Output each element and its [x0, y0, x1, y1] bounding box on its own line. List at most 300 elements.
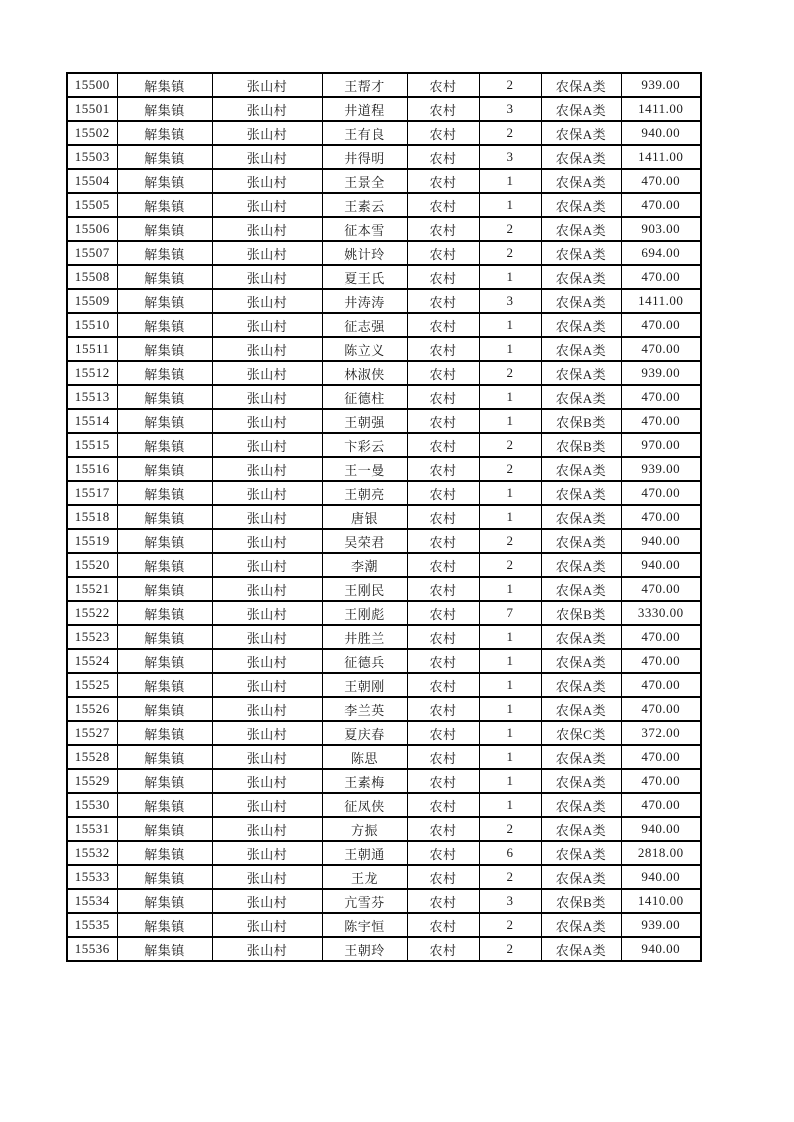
cell-category: 农保A类 [541, 313, 621, 337]
table-row [67, 217, 701, 241]
cell-residence: 农村 [407, 721, 479, 745]
cell-residence: 农村 [407, 121, 479, 145]
cell-amount: 470.00 [621, 745, 701, 769]
cell-residence: 农村 [407, 73, 479, 97]
cell-town: 解集镇 [117, 697, 212, 721]
cell-amount: 939.00 [621, 361, 701, 385]
cell-residence: 农村 [407, 865, 479, 889]
cell-person: 王帮才 [322, 73, 407, 97]
cell-village: 张山村 [212, 721, 322, 745]
cell-town: 解集镇 [117, 769, 212, 793]
cell-residence: 农村 [407, 937, 479, 961]
cell-town: 解集镇 [117, 241, 212, 265]
cell-count: 3 [479, 889, 541, 913]
cell-count: 1 [479, 409, 541, 433]
cell-serial: 15517 [67, 481, 117, 505]
cell-town: 解集镇 [117, 313, 212, 337]
cell-village: 张山村 [212, 769, 322, 793]
table-row [67, 97, 701, 121]
cell-town: 解集镇 [117, 913, 212, 937]
cell-town: 解集镇 [117, 793, 212, 817]
cell-category: 农保A类 [541, 865, 621, 889]
cell-amount: 940.00 [621, 865, 701, 889]
cell-residence: 农村 [407, 433, 479, 457]
cell-residence: 农村 [407, 505, 479, 529]
cell-serial: 15507 [67, 241, 117, 265]
cell-count: 1 [479, 673, 541, 697]
cell-amount: 694.00 [621, 241, 701, 265]
cell-person: 陈立义 [322, 337, 407, 361]
table-row [67, 841, 701, 865]
table-row [67, 745, 701, 769]
cell-village: 张山村 [212, 889, 322, 913]
cell-amount: 470.00 [621, 649, 701, 673]
table-row [67, 913, 701, 937]
table-row [67, 769, 701, 793]
cell-category: 农保A类 [541, 841, 621, 865]
cell-serial: 15516 [67, 457, 117, 481]
cell-residence: 农村 [407, 601, 479, 625]
cell-category: 农保B类 [541, 601, 621, 625]
cell-person: 王龙 [322, 865, 407, 889]
cell-residence: 农村 [407, 553, 479, 577]
cell-person: 王朝通 [322, 841, 407, 865]
cell-town: 解集镇 [117, 577, 212, 601]
cell-residence: 农村 [407, 649, 479, 673]
table-row [67, 577, 701, 601]
cell-village: 张山村 [212, 553, 322, 577]
table-row [67, 289, 701, 313]
cell-person: 王素梅 [322, 769, 407, 793]
table-row [67, 361, 701, 385]
cell-amount: 3330.00 [621, 601, 701, 625]
cell-count: 2 [479, 217, 541, 241]
cell-residence: 农村 [407, 529, 479, 553]
cell-category: 农保A类 [541, 745, 621, 769]
cell-serial: 15510 [67, 313, 117, 337]
cell-person: 征本雪 [322, 217, 407, 241]
cell-town: 解集镇 [117, 145, 212, 169]
cell-serial: 15513 [67, 385, 117, 409]
cell-town: 解集镇 [117, 73, 212, 97]
cell-category: 农保A类 [541, 121, 621, 145]
cell-amount: 470.00 [621, 673, 701, 697]
cell-residence: 农村 [407, 217, 479, 241]
cell-village: 张山村 [212, 649, 322, 673]
table-row [67, 625, 701, 649]
cell-village: 张山村 [212, 673, 322, 697]
cell-count: 2 [479, 121, 541, 145]
cell-category: 农保A类 [541, 385, 621, 409]
cell-residence: 农村 [407, 241, 479, 265]
cell-village: 张山村 [212, 601, 322, 625]
cell-person: 井得明 [322, 145, 407, 169]
cell-category: 农保A类 [541, 649, 621, 673]
cell-serial: 15533 [67, 865, 117, 889]
cell-serial: 15519 [67, 529, 117, 553]
cell-person: 王有良 [322, 121, 407, 145]
cell-count: 2 [479, 529, 541, 553]
cell-count: 2 [479, 73, 541, 97]
cell-person: 陈思 [322, 745, 407, 769]
cell-count: 1 [479, 385, 541, 409]
cell-person: 王刚民 [322, 577, 407, 601]
cell-count: 1 [479, 481, 541, 505]
cell-serial: 15505 [67, 193, 117, 217]
cell-residence: 农村 [407, 337, 479, 361]
cell-residence: 农村 [407, 577, 479, 601]
cell-amount: 372.00 [621, 721, 701, 745]
cell-person: 陈宇恒 [322, 913, 407, 937]
cell-village: 张山村 [212, 793, 322, 817]
cell-village: 张山村 [212, 313, 322, 337]
cell-town: 解集镇 [117, 745, 212, 769]
cell-town: 解集镇 [117, 601, 212, 625]
table-row [67, 241, 701, 265]
cell-village: 张山村 [212, 817, 322, 841]
cell-person: 王景全 [322, 169, 407, 193]
cell-town: 解集镇 [117, 673, 212, 697]
table-row [67, 529, 701, 553]
cell-count: 2 [479, 937, 541, 961]
cell-person: 夏王氏 [322, 265, 407, 289]
cell-category: 农保A类 [541, 553, 621, 577]
table-row [67, 433, 701, 457]
cell-amount: 940.00 [621, 937, 701, 961]
cell-residence: 农村 [407, 769, 479, 793]
cell-serial: 15504 [67, 169, 117, 193]
table-row [67, 73, 701, 97]
cell-person: 征德兵 [322, 649, 407, 673]
cell-category: 农保A类 [541, 217, 621, 241]
table-row [67, 169, 701, 193]
cell-category: 农保A类 [541, 505, 621, 529]
cell-category: 农保A类 [541, 577, 621, 601]
cell-serial: 15509 [67, 289, 117, 313]
table-row [67, 121, 701, 145]
cell-serial: 15522 [67, 601, 117, 625]
cell-village: 张山村 [212, 169, 322, 193]
cell-residence: 农村 [407, 169, 479, 193]
cell-amount: 903.00 [621, 217, 701, 241]
cell-village: 张山村 [212, 937, 322, 961]
cell-village: 张山村 [212, 457, 322, 481]
cell-category: 农保C类 [541, 721, 621, 745]
cell-count: 2 [479, 241, 541, 265]
cell-amount: 470.00 [621, 337, 701, 361]
cell-village: 张山村 [212, 625, 322, 649]
cell-serial: 15526 [67, 697, 117, 721]
cell-amount: 939.00 [621, 73, 701, 97]
cell-count: 1 [479, 793, 541, 817]
cell-residence: 农村 [407, 289, 479, 313]
cell-amount: 470.00 [621, 409, 701, 433]
cell-person: 征凤侠 [322, 793, 407, 817]
cell-category: 农保A类 [541, 97, 621, 121]
cell-category: 农保A类 [541, 457, 621, 481]
cell-count: 1 [479, 337, 541, 361]
cell-town: 解集镇 [117, 409, 212, 433]
cell-serial: 15529 [67, 769, 117, 793]
cell-serial: 15518 [67, 505, 117, 529]
table-row [67, 481, 701, 505]
cell-count: 2 [479, 553, 541, 577]
cell-village: 张山村 [212, 121, 322, 145]
cell-town: 解集镇 [117, 217, 212, 241]
cell-town: 解集镇 [117, 289, 212, 313]
cell-person: 王素云 [322, 193, 407, 217]
cell-town: 解集镇 [117, 337, 212, 361]
cell-person: 亢雪芬 [322, 889, 407, 913]
cell-amount: 470.00 [621, 625, 701, 649]
cell-town: 解集镇 [117, 121, 212, 145]
table-row [67, 337, 701, 361]
cell-person: 王朝强 [322, 409, 407, 433]
cell-category: 农保A类 [541, 265, 621, 289]
benefits-table [66, 72, 702, 962]
cell-town: 解集镇 [117, 481, 212, 505]
table-row [67, 937, 701, 961]
cell-serial: 15528 [67, 745, 117, 769]
cell-village: 张山村 [212, 697, 322, 721]
cell-category: 农保A类 [541, 697, 621, 721]
table-row [67, 817, 701, 841]
cell-amount: 940.00 [621, 553, 701, 577]
cell-category: 农保A类 [541, 529, 621, 553]
cell-category: 农保B类 [541, 409, 621, 433]
cell-serial: 15534 [67, 889, 117, 913]
cell-count: 1 [479, 769, 541, 793]
cell-person: 王刚彪 [322, 601, 407, 625]
table-row [67, 865, 701, 889]
cell-amount: 470.00 [621, 265, 701, 289]
table-row [67, 265, 701, 289]
cell-person: 井涛涛 [322, 289, 407, 313]
cell-residence: 农村 [407, 313, 479, 337]
cell-person: 王朝玲 [322, 937, 407, 961]
cell-person: 征志强 [322, 313, 407, 337]
cell-count: 1 [479, 265, 541, 289]
table-row [67, 409, 701, 433]
cell-village: 张山村 [212, 577, 322, 601]
cell-town: 解集镇 [117, 529, 212, 553]
cell-person: 林淑侠 [322, 361, 407, 385]
cell-residence: 农村 [407, 457, 479, 481]
cell-residence: 农村 [407, 745, 479, 769]
cell-amount: 940.00 [621, 817, 701, 841]
cell-residence: 农村 [407, 361, 479, 385]
cell-village: 张山村 [212, 529, 322, 553]
cell-count: 2 [479, 913, 541, 937]
cell-amount: 470.00 [621, 505, 701, 529]
cell-serial: 15536 [67, 937, 117, 961]
cell-serial: 15508 [67, 265, 117, 289]
cell-serial: 15515 [67, 433, 117, 457]
table-row [67, 721, 701, 745]
cell-residence: 农村 [407, 385, 479, 409]
cell-serial: 15512 [67, 361, 117, 385]
cell-village: 张山村 [212, 745, 322, 769]
cell-village: 张山村 [212, 193, 322, 217]
table-row [67, 145, 701, 169]
cell-town: 解集镇 [117, 721, 212, 745]
cell-town: 解集镇 [117, 97, 212, 121]
cell-category: 农保B类 [541, 433, 621, 457]
table-body [67, 73, 701, 961]
cell-amount: 470.00 [621, 385, 701, 409]
table-row [67, 793, 701, 817]
cell-village: 张山村 [212, 505, 322, 529]
cell-person: 唐银 [322, 505, 407, 529]
cell-category: 农保A类 [541, 193, 621, 217]
cell-count: 2 [479, 433, 541, 457]
cell-person: 井道程 [322, 97, 407, 121]
cell-serial: 15511 [67, 337, 117, 361]
cell-category: 农保A类 [541, 913, 621, 937]
cell-village: 张山村 [212, 385, 322, 409]
cell-town: 解集镇 [117, 265, 212, 289]
cell-amount: 470.00 [621, 193, 701, 217]
cell-serial: 15501 [67, 97, 117, 121]
cell-category: 农保A类 [541, 817, 621, 841]
cell-amount: 470.00 [621, 577, 701, 601]
cell-category: 农保A类 [541, 673, 621, 697]
cell-town: 解集镇 [117, 625, 212, 649]
cell-village: 张山村 [212, 865, 322, 889]
cell-town: 解集镇 [117, 841, 212, 865]
cell-amount: 470.00 [621, 169, 701, 193]
cell-serial: 15531 [67, 817, 117, 841]
cell-serial: 15500 [67, 73, 117, 97]
cell-category: 农保A类 [541, 241, 621, 265]
table-row [67, 313, 701, 337]
table-row [67, 505, 701, 529]
cell-town: 解集镇 [117, 457, 212, 481]
cell-town: 解集镇 [117, 865, 212, 889]
cell-person: 王一曼 [322, 457, 407, 481]
cell-category: 农保A类 [541, 337, 621, 361]
cell-amount: 470.00 [621, 697, 701, 721]
cell-serial: 15514 [67, 409, 117, 433]
cell-amount: 470.00 [621, 313, 701, 337]
cell-village: 张山村 [212, 265, 322, 289]
cell-serial: 15503 [67, 145, 117, 169]
cell-residence: 农村 [407, 97, 479, 121]
cell-village: 张山村 [212, 73, 322, 97]
cell-person: 王朝刚 [322, 673, 407, 697]
cell-residence: 农村 [407, 697, 479, 721]
cell-residence: 农村 [407, 145, 479, 169]
cell-amount: 1410.00 [621, 889, 701, 913]
table-row [67, 385, 701, 409]
cell-category: 农保A类 [541, 769, 621, 793]
cell-serial: 15527 [67, 721, 117, 745]
cell-person: 王朝亮 [322, 481, 407, 505]
cell-village: 张山村 [212, 841, 322, 865]
cell-village: 张山村 [212, 217, 322, 241]
cell-serial: 15521 [67, 577, 117, 601]
cell-person: 方振 [322, 817, 407, 841]
cell-serial: 15535 [67, 913, 117, 937]
cell-town: 解集镇 [117, 817, 212, 841]
cell-category: 农保A类 [541, 625, 621, 649]
cell-person: 李兰英 [322, 697, 407, 721]
cell-count: 3 [479, 145, 541, 169]
cell-residence: 农村 [407, 841, 479, 865]
cell-count: 3 [479, 289, 541, 313]
cell-count: 7 [479, 601, 541, 625]
cell-person: 李潮 [322, 553, 407, 577]
cell-serial: 15523 [67, 625, 117, 649]
cell-town: 解集镇 [117, 169, 212, 193]
cell-residence: 农村 [407, 889, 479, 913]
cell-count: 1 [479, 313, 541, 337]
cell-village: 张山村 [212, 409, 322, 433]
cell-residence: 农村 [407, 673, 479, 697]
cell-village: 张山村 [212, 913, 322, 937]
cell-village: 张山村 [212, 289, 322, 313]
cell-town: 解集镇 [117, 361, 212, 385]
cell-amount: 1411.00 [621, 97, 701, 121]
cell-residence: 农村 [407, 409, 479, 433]
cell-category: 农保A类 [541, 481, 621, 505]
cell-count: 3 [479, 97, 541, 121]
cell-residence: 农村 [407, 193, 479, 217]
cell-village: 张山村 [212, 145, 322, 169]
cell-amount: 939.00 [621, 457, 701, 481]
table-row [67, 649, 701, 673]
cell-amount: 970.00 [621, 433, 701, 457]
cell-amount: 1411.00 [621, 289, 701, 313]
cell-town: 解集镇 [117, 553, 212, 577]
cell-count: 1 [479, 745, 541, 769]
cell-count: 2 [479, 361, 541, 385]
cell-count: 1 [479, 697, 541, 721]
cell-count: 1 [479, 193, 541, 217]
cell-count: 6 [479, 841, 541, 865]
cell-person: 夏庆春 [322, 721, 407, 745]
cell-person: 卞彩云 [322, 433, 407, 457]
cell-count: 2 [479, 457, 541, 481]
cell-serial: 15502 [67, 121, 117, 145]
table-row [67, 457, 701, 481]
cell-count: 1 [479, 649, 541, 673]
cell-residence: 农村 [407, 481, 479, 505]
cell-town: 解集镇 [117, 505, 212, 529]
cell-person: 姚计玲 [322, 241, 407, 265]
cell-village: 张山村 [212, 433, 322, 457]
cell-category: 农保A类 [541, 145, 621, 169]
cell-village: 张山村 [212, 481, 322, 505]
cell-person: 征德柱 [322, 385, 407, 409]
cell-village: 张山村 [212, 361, 322, 385]
cell-serial: 15532 [67, 841, 117, 865]
cell-category: 农保A类 [541, 169, 621, 193]
table-row [67, 697, 701, 721]
cell-category: 农保B类 [541, 889, 621, 913]
cell-residence: 农村 [407, 265, 479, 289]
cell-residence: 农村 [407, 817, 479, 841]
cell-town: 解集镇 [117, 193, 212, 217]
cell-town: 解集镇 [117, 937, 212, 961]
cell-amount: 2818.00 [621, 841, 701, 865]
cell-amount: 470.00 [621, 793, 701, 817]
cell-count: 1 [479, 169, 541, 193]
cell-count: 1 [479, 577, 541, 601]
cell-amount: 940.00 [621, 529, 701, 553]
cell-serial: 15525 [67, 673, 117, 697]
cell-town: 解集镇 [117, 889, 212, 913]
